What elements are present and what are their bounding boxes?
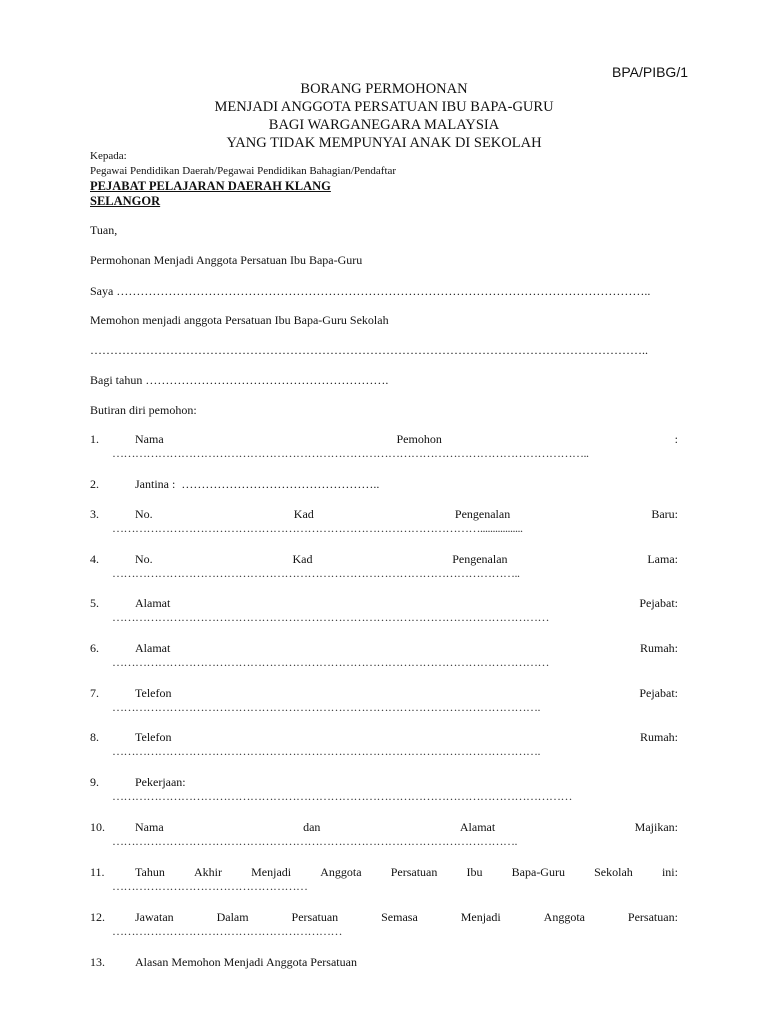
saya-label: Saya	[90, 284, 114, 298]
item-label-word: Kad	[293, 507, 314, 521]
item-label	[135, 477, 678, 492]
item-label-word: Telefon	[135, 686, 172, 700]
item-label	[135, 730, 678, 745]
item-number: 8.	[90, 730, 99, 744]
item-label-word: Dalam	[216, 910, 249, 924]
item-label-word: Persatuan	[390, 865, 438, 879]
salutation: Tuan,	[90, 223, 118, 237]
item-label	[135, 507, 678, 522]
item-label-word: Pejabat:	[639, 596, 678, 610]
item-label-word: Jantina :	[135, 477, 176, 491]
item-number: 2.	[90, 477, 99, 491]
item-label	[135, 910, 678, 925]
item-label-word: Nama	[135, 820, 164, 834]
item-fill-line[interactable]: ……………………………………………………	[112, 924, 342, 938]
item-number: 7.	[90, 686, 99, 700]
item-label-word: ini:	[661, 865, 678, 879]
item-label-word: Pekerjaan:	[135, 775, 186, 789]
heading-line-3: BAGI WARGANEGARA MALAYSIA	[268, 117, 500, 133]
item-label-word: dan	[303, 820, 321, 834]
item-fill-line[interactable]: …………………………………………………………………………………………………………	[112, 789, 572, 803]
memohon-text: Memohon menjadi anggota Persatuan Ibu Bapa-Guru Sekolah	[90, 313, 389, 327]
item-label	[135, 596, 678, 611]
heading-line-4: YANG TIDAK MEMPUNYAI ANAK DI SEKOLAH	[226, 135, 542, 151]
item-fill-line[interactable]: ……………………………………………………………………………………………………	[112, 610, 549, 624]
item-label-word: Pemohon	[396, 432, 442, 446]
recipient-block	[90, 149, 678, 209]
item-label-word: Majikan:	[634, 820, 678, 834]
item-number: 13.	[90, 955, 105, 969]
item-label-word: Jawatan	[135, 910, 174, 924]
item-label	[135, 432, 678, 447]
item-label-word: Sekolah	[594, 865, 633, 879]
item-label	[135, 820, 678, 835]
item-label	[135, 775, 678, 790]
saya-dots: ……………………………………………………………………………………………………………………..	[116, 284, 651, 298]
item-label-word: Baru:	[651, 507, 678, 521]
tahun-label: Bagi tahun	[90, 373, 143, 387]
office-line-2: SELANGOR	[90, 194, 161, 208]
item-label-word: No.	[135, 507, 153, 521]
item-label-word: Bapa-Guru	[511, 865, 565, 879]
item-label	[135, 686, 678, 701]
subject-line: Permohonan Menjadi Anggota Persatuan Ibu Bapa-Guru	[90, 253, 363, 267]
form-heading	[0, 80, 768, 152]
item-fill-line[interactable]: ……………………………………………………………………………………………..	[112, 566, 520, 580]
item-label-word: :	[674, 432, 678, 446]
item-number: 9.	[90, 775, 99, 789]
item-fill-line[interactable]: ………………………………………………………………………………………………….	[112, 700, 540, 714]
item-fill-line[interactable]: ……………………………………………	[112, 879, 308, 893]
item-label-word: Menjadi	[251, 865, 292, 879]
item-label-word: Nama	[135, 432, 164, 446]
item-label-word: Persatuan	[291, 910, 339, 924]
item-label-word: Semasa	[381, 910, 418, 924]
item-number: 1.	[90, 432, 99, 446]
item-label-word: Anggota	[543, 910, 585, 924]
item-label-word: Tahun	[135, 865, 165, 879]
item-label-word: Alasan Memohon Menjadi Anggota Persatuan	[135, 955, 357, 969]
item-label-word: Alamat	[135, 641, 171, 655]
item-label	[135, 552, 678, 567]
item-number: 5.	[90, 596, 99, 610]
item-label-word: Pengenalan	[454, 507, 511, 521]
memohon-school-field[interactable]: …………………………………………………………………………………………………………………………..	[90, 343, 648, 357]
item-number: 4.	[90, 552, 99, 566]
to-label: Kepada:	[90, 150, 127, 162]
item-label-word: Pengenalan	[452, 552, 508, 566]
item-label-word: Menjadi	[460, 910, 501, 924]
item-fill-line[interactable]: ………………………………………………………………………………………………….	[112, 744, 540, 758]
item-number: 11.	[90, 865, 105, 879]
heading-line-1: BORANG PERMOHONAN	[300, 81, 468, 97]
item-fill-line[interactable]: …………………………………………………………………………………….................	[112, 521, 523, 535]
item-label-word: Lama:	[647, 552, 678, 566]
item-label-word: Persatuan:	[627, 910, 678, 924]
item-fill-line[interactable]: ……………………………………………………………………………………………………	[112, 655, 549, 669]
item-number: 3.	[90, 507, 99, 521]
item-number: 12.	[90, 910, 105, 924]
heading-line-2: MENJADI ANGGOTA PERSATUAN IBU BAPA-GURU	[214, 99, 554, 115]
tahun-dots: …………………………………………………….	[145, 373, 389, 387]
item-label-word: Ibu	[466, 865, 483, 879]
item-label-word: Akhir	[193, 865, 222, 879]
item-label-word: Alamat	[135, 596, 171, 610]
item-fill-line[interactable]: ……………………………………………………………………………………………………………..	[112, 446, 589, 460]
item-number: 10.	[90, 820, 105, 834]
item-number: 6.	[90, 641, 99, 655]
item-label-word: Pejabat:	[639, 686, 678, 700]
item-label-word: No.	[135, 552, 153, 566]
item-fill-line[interactable]: …………………………………………………………………………………………….	[112, 834, 517, 848]
item-label-word: Telefon	[135, 730, 172, 744]
item-label-word: Rumah:	[640, 730, 678, 744]
item-label-word: Kad	[292, 552, 313, 566]
item-label-word: …………………………………………..	[181, 477, 380, 491]
saya-field[interactable]	[90, 284, 678, 299]
butiran-label: Butiran diri pemohon:	[90, 403, 197, 417]
item-label	[135, 641, 678, 656]
document-code: BPA/PIBG/1	[612, 64, 688, 80]
item-label-word: Alamat	[459, 820, 496, 834]
to-officer: Pegawai Pendidikan Daerah/Pegawai Pendidikan Bahagian/Pendaftar	[90, 165, 397, 177]
tahun-field[interactable]	[90, 373, 678, 388]
item-label-word: Anggota	[320, 865, 362, 879]
item-label	[135, 865, 678, 880]
item-label	[135, 955, 678, 970]
item-label-word: Rumah:	[640, 641, 678, 655]
office-line-1: PEJABAT PELAJARAN DAERAH KLANG	[90, 179, 331, 193]
